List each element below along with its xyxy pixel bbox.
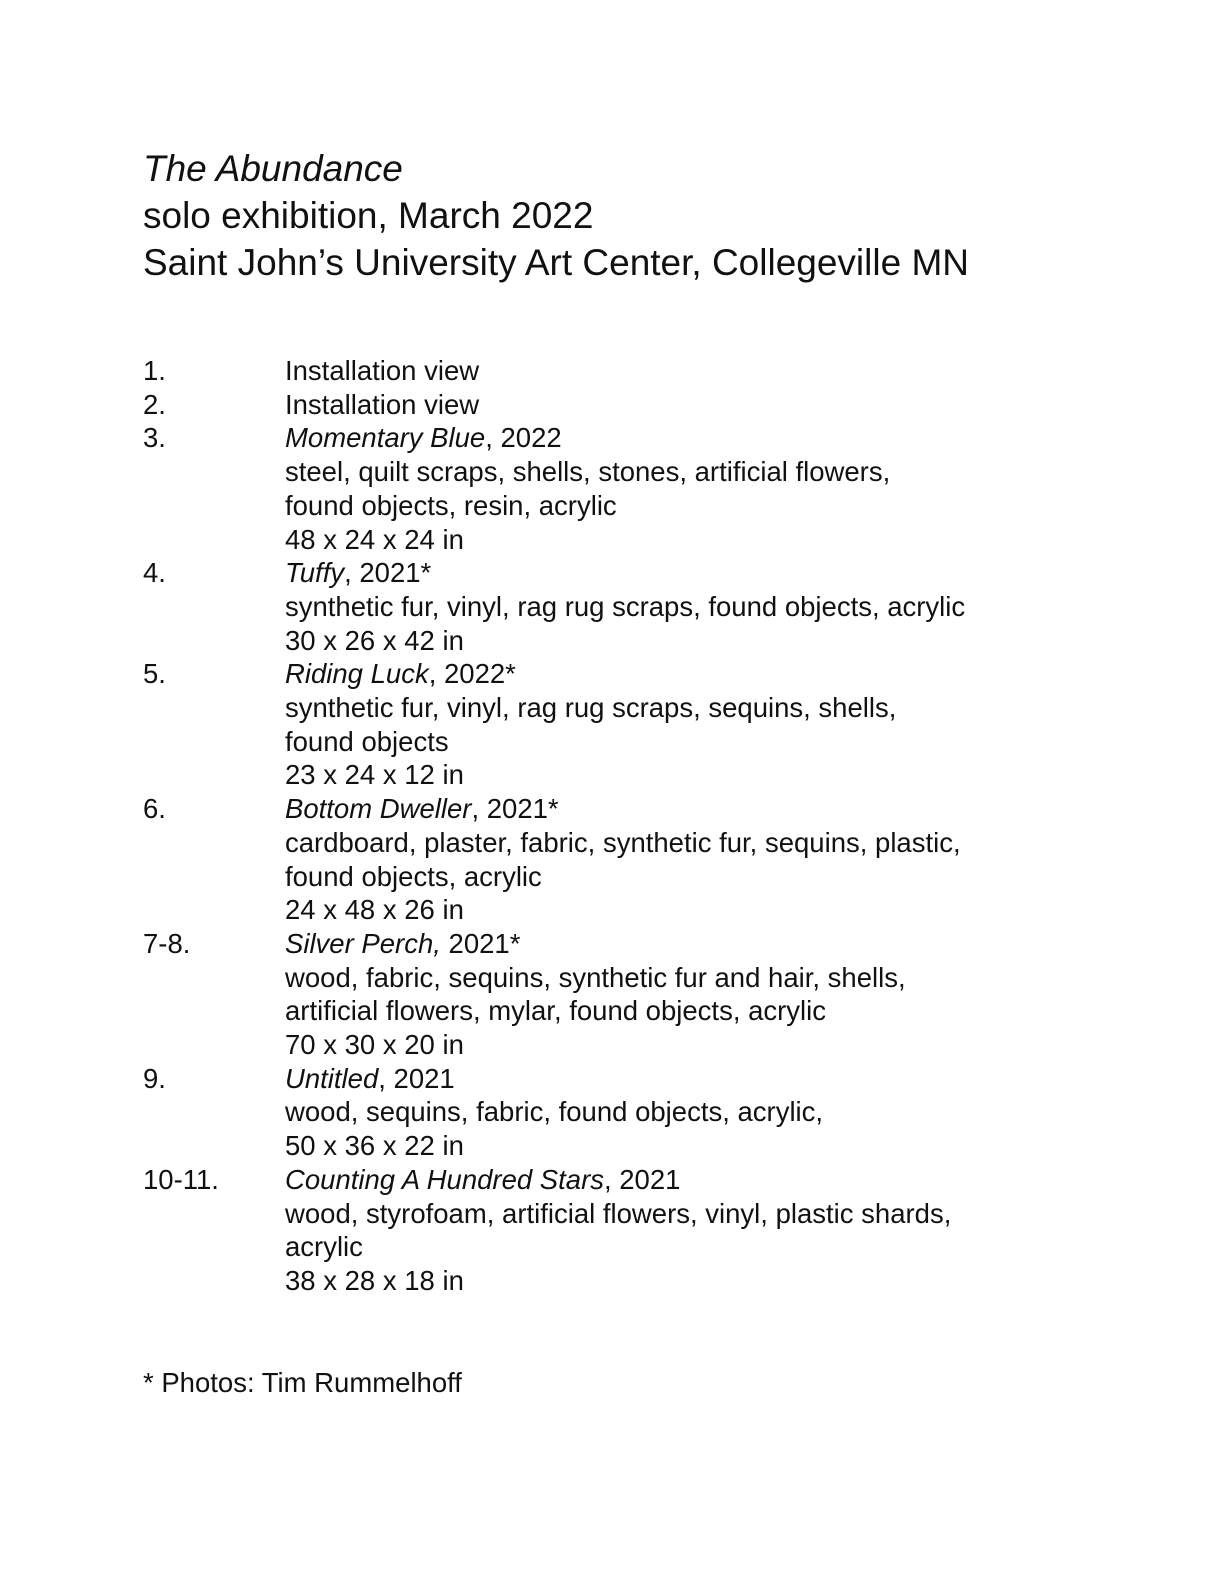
work-detail-line: Installation view: [285, 388, 480, 420]
work-detail-line: 23 x 24 x 12 in: [285, 759, 464, 791]
work-title-line: [285, 1163, 1103, 1197]
photo-credit: * Photos: Tim Rummelhoff: [143, 1366, 462, 1398]
item-details: [285, 792, 1103, 927]
work-title: Momentary Blue: [285, 422, 486, 454]
work-detail-line: cardboard, plaster, fabric, synthetic fur, sequins, plastic,: [285, 826, 961, 858]
works-list: [143, 354, 1103, 1298]
exhibition-subtitle: solo exhibition, March 2022: [143, 195, 594, 236]
item-details: [285, 354, 1103, 388]
item-number: 1.: [143, 355, 166, 386]
work-year: , 2021: [378, 1062, 455, 1094]
work-detail-line: 50 x 36 x 22 in: [285, 1130, 464, 1162]
item-number: 2.: [143, 388, 166, 420]
work-year: , 2022: [485, 422, 562, 454]
work-title-line: [285, 1062, 1103, 1096]
work-year: , 2021*: [471, 793, 559, 825]
work-detail-line: found objects, acrylic: [285, 860, 542, 892]
item-details: [285, 556, 1103, 657]
work-title: Counting A Hundred Stars: [285, 1163, 604, 1195]
work-detail-line: artificial flowers, mylar, found objects, acrylic: [285, 995, 827, 1027]
item-number: 4.: [143, 557, 166, 589]
work-detail-line: steel, quilt scraps, shells, stones, artificial flowers,: [285, 456, 891, 488]
work-detail-line: 70 x 30 x 20 in: [285, 1029, 464, 1061]
work-title-line: [285, 792, 1103, 826]
work-detail-line: 24 x 48 x 26 in: [285, 894, 464, 926]
item-number: 5.: [143, 658, 166, 690]
list-item: [143, 354, 1103, 388]
list-item: [143, 421, 1103, 556]
work-year: 2021*: [440, 927, 521, 959]
exhibition-venue: Saint John’s University Art Center, Collegeville MN: [143, 242, 969, 283]
item-details: [285, 927, 1103, 1062]
work-detail-line: 48 x 24 x 24 in: [285, 523, 464, 555]
list-item: [143, 657, 1103, 792]
work-detail-line: 30 x 26 x 42 in: [285, 624, 464, 656]
work-title-line: [285, 927, 1103, 961]
item-details: [285, 1062, 1103, 1163]
work-detail-line: 38 x 28 x 18 in: [285, 1264, 464, 1296]
item-details: [285, 1163, 1103, 1298]
work-title: Bottom Dweller: [285, 793, 472, 825]
list-item: [143, 1163, 1103, 1298]
work-year: , 2021*: [344, 557, 432, 589]
work-detail-line: found objects, resin, acrylic: [285, 489, 617, 521]
item-details: [285, 388, 1103, 422]
work-title-line: [285, 421, 1103, 455]
item-number: 3.: [143, 422, 166, 454]
work-detail-line: Installation view: [285, 355, 480, 386]
work-title-line: [285, 657, 1103, 691]
exhibition-header: [143, 145, 1103, 286]
work-year: , 2022*: [428, 658, 516, 690]
work-year: , 2021: [603, 1163, 681, 1195]
work-detail-line: wood, fabric, sequins, synthetic fur and hair, shells,: [285, 961, 906, 993]
item-details: [285, 421, 1103, 556]
document-page: [143, 145, 1103, 1399]
work-detail-line: wood, styrofoam, artificial flowers, vinyl, plastic shards,: [285, 1197, 952, 1229]
work-detail-line: synthetic fur, vinyl, rag rug scraps, found objects, acrylic: [285, 590, 966, 622]
list-item: [143, 556, 1103, 657]
list-item: [143, 1062, 1103, 1163]
list-item: [143, 792, 1103, 927]
item-number: 7-8.: [143, 927, 191, 959]
work-detail-line: synthetic fur, vinyl, rag rug scraps, sequins, shells,: [285, 692, 897, 724]
work-title: Tuffy: [285, 557, 345, 589]
work-title: Silver Perch,: [285, 927, 441, 959]
item-details: [285, 657, 1103, 792]
item-number: 10-11.: [143, 1163, 219, 1195]
work-title-line: [285, 556, 1103, 590]
work-title: Untitled: [285, 1062, 379, 1094]
list-item: [143, 388, 1103, 422]
item-number: 6.: [143, 793, 166, 825]
item-number: 9.: [143, 1062, 166, 1094]
exhibition-title: The Abundance: [143, 148, 403, 189]
work-detail-line: found objects: [285, 725, 449, 757]
work-detail-line: wood, sequins, fabric, found objects, acrylic,: [285, 1096, 824, 1128]
work-title: Riding Luck: [285, 658, 429, 690]
list-item: [143, 927, 1103, 1062]
work-detail-line: acrylic: [285, 1231, 363, 1263]
